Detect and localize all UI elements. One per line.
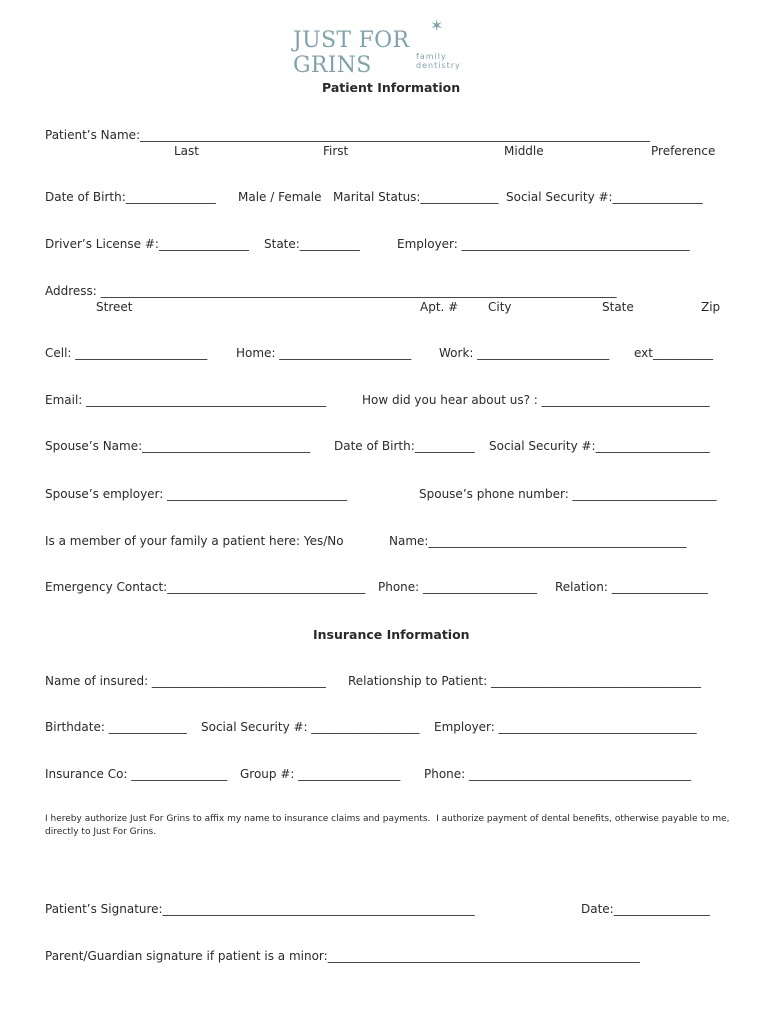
relationship-field[interactable]: Relationship to Patient: ___________________________________: [348, 674, 701, 688]
star-icon: ✶: [430, 16, 444, 35]
name-sub-last: Last: [174, 144, 199, 158]
name-sub-middle: Middle: [504, 144, 544, 158]
signature-date-field[interactable]: Date:________________: [581, 902, 710, 916]
insurance-company-field[interactable]: Insurance Co: ________________: [45, 767, 228, 781]
marital-status-field[interactable]: Marital Status:_____________: [333, 190, 499, 204]
address-sub-zip: Zip: [701, 300, 721, 314]
email-field[interactable]: Email: ________________________________________: [45, 393, 327, 407]
cell-phone-field[interactable]: Cell: ______________________: [45, 346, 208, 360]
spouse-name-field[interactable]: Spouse’s Name:____________________________: [45, 439, 311, 453]
family-member-name-field[interactable]: Name:___________________________________________: [389, 534, 687, 548]
spouse-employer-field[interactable]: Spouse’s employer: ______________________________: [45, 487, 348, 501]
family-member-question[interactable]: Is a member of your family a patient here: Yes/No: [45, 534, 344, 548]
insurance-phone-field[interactable]: Phone: _____________________________________: [424, 767, 692, 781]
guardian-signature-field[interactable]: Parent/Guardian signature if patient is a minor:____________________________________________________: [45, 949, 640, 963]
insured-name-field[interactable]: Name of insured: _____________________________: [45, 674, 326, 688]
authorization-text-line-1: I hereby authorize Just For Grins to affix my name to insurance claims and payments. I authorize payment of dental benefits, otherwise payable to me,: [45, 814, 730, 824]
address-field[interactable]: Address: ______________________________________________________________________________________: [45, 284, 617, 298]
practice-logo: [293, 16, 483, 78]
address-sub-state: State: [602, 300, 634, 314]
drivers-license-field[interactable]: Driver’s License #:_______________: [45, 237, 249, 251]
emergency-relation-field[interactable]: Relation: ________________: [555, 580, 708, 594]
address-sub-apt: Apt. #: [420, 300, 459, 314]
patient-signature-field[interactable]: Patient’s Signature:____________________________________________________: [45, 902, 475, 916]
license-state-field[interactable]: State:__________: [264, 237, 360, 251]
address-sub-city: City: [488, 300, 512, 314]
insurance-info-heading: Insurance Information: [313, 627, 470, 642]
insured-birthdate-field[interactable]: Birthdate: _____________: [45, 720, 187, 734]
name-sub-preference: Preference: [651, 144, 716, 158]
extension-field[interactable]: ext__________: [634, 346, 713, 360]
employer-field[interactable]: Employer: ______________________________________: [397, 237, 690, 251]
logo-text: JUST FOR GRINS: [293, 28, 410, 78]
home-phone-field[interactable]: Home: ______________________: [236, 346, 412, 360]
work-phone-field[interactable]: Work: ______________________: [439, 346, 610, 360]
authorization-text-line-2: directly to Just For Grins.: [45, 827, 157, 837]
spouse-ssn-field[interactable]: Social Security #:___________________: [489, 439, 710, 453]
emergency-contact-field[interactable]: Emergency Contact:_________________________________: [45, 580, 366, 594]
spouse-phone-field[interactable]: Spouse’s phone number: ________________________: [419, 487, 717, 501]
emergency-phone-field[interactable]: Phone: ___________________: [378, 580, 538, 594]
ssn-field[interactable]: Social Security #:_______________: [506, 190, 703, 204]
logo-subtext: family dentistry: [416, 52, 461, 70]
patient-name-field[interactable]: Patient’s Name:_____________________________________________________________________________________: [45, 128, 651, 142]
address-sub-street: Street: [96, 300, 133, 314]
spouse-dob-field[interactable]: Date of Birth:__________: [334, 439, 475, 453]
insured-ssn-field[interactable]: Social Security #: __________________: [201, 720, 420, 734]
dob-field[interactable]: Date of Birth:_______________: [45, 190, 216, 204]
group-number-field[interactable]: Group #: _________________: [240, 767, 401, 781]
referral-source-field[interactable]: How did you hear about us? : ____________________________: [362, 393, 710, 407]
name-sub-first: First: [323, 144, 349, 158]
sex-option[interactable]: Male / Female: [238, 190, 322, 204]
insured-employer-field[interactable]: Employer: _________________________________: [434, 720, 697, 734]
patient-info-heading: Patient Information: [322, 80, 461, 95]
